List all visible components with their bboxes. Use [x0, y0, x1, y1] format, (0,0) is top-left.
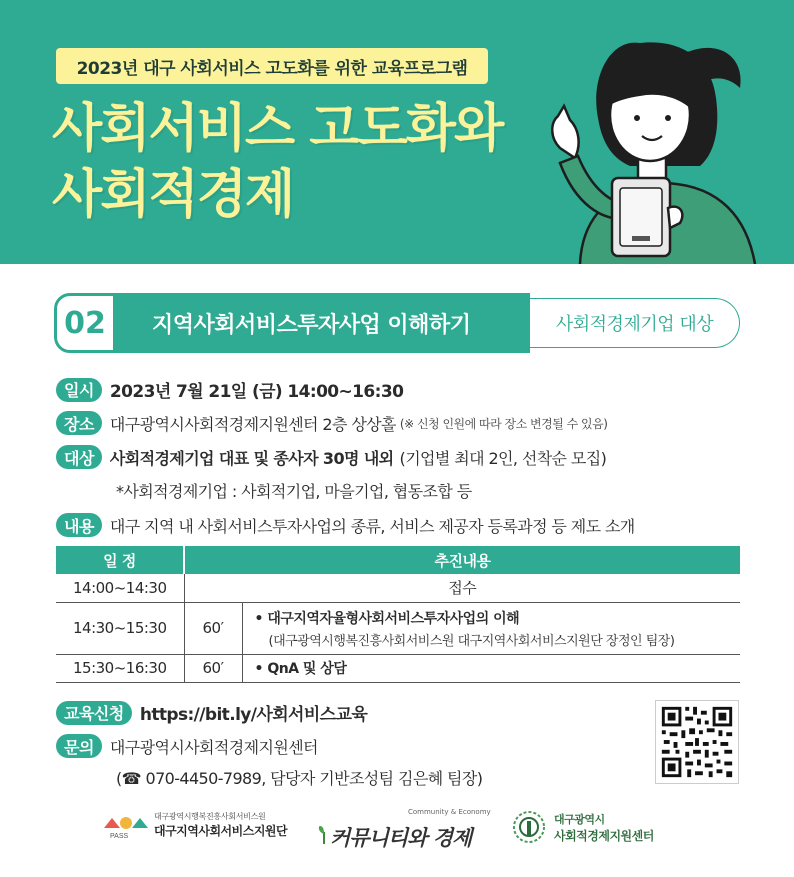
main-title — [52, 96, 502, 228]
sprout-icon — [318, 824, 330, 844]
qr-code[interactable] — [655, 700, 739, 784]
center-emblem-icon — [512, 810, 546, 844]
row-duration: 60′ — [184, 602, 242, 654]
pass-logo-main: 대구지역사회서비스지원단 — [154, 824, 288, 838]
schedule-table — [56, 546, 740, 683]
contact-phone: 070-4450-7989, 담당자 기반조성팀 김은혜 팀장) — [145, 769, 483, 788]
row-content-title: • 대구지역자율형사회서비스투자사업의 이해 — [254, 610, 520, 627]
row-duration: 60′ — [184, 654, 242, 682]
pass-text — [154, 811, 287, 839]
row-content — [242, 654, 740, 682]
footer-logos — [0, 800, 794, 870]
apply-row — [56, 700, 367, 725]
row-content-title: • QnA 및 상담 — [254, 661, 347, 677]
row-content-sub: (대구광역시행복진흥사회서비스원 대구지역사회서비스지원단 장정인 팀장) — [268, 633, 675, 649]
apply-tag: 교육신청 — [56, 701, 132, 725]
date-value: 2023년 7월 21일 (금) 14:00~16:30 — [109, 382, 404, 402]
pass-logo-small: 대구광역시행복진흥사회서비스원 — [154, 812, 266, 821]
info-place-row — [56, 411, 607, 435]
center-logo-line1: 대구광역시 — [554, 812, 605, 826]
contact-row — [56, 734, 318, 758]
pass-mark-text: PASS — [110, 833, 129, 840]
target-tag: 대상 — [56, 445, 102, 469]
hero-banner — [0, 0, 794, 264]
info-target-row — [56, 445, 606, 469]
contact-tag: 문의 — [56, 734, 102, 758]
pass-mark-icon — [102, 810, 148, 840]
row-content: 접수 — [184, 574, 740, 602]
target-value-rest: (기업별 최대 2인, 선착순 모집) — [399, 448, 607, 468]
center-logo-line2: 사회적경제지원센터 — [554, 828, 654, 843]
section-title: 지역사회서비스투자사업 이해하기 — [116, 293, 530, 353]
pass-logo — [102, 810, 287, 840]
schedule-header-content: 추진내용 — [184, 546, 740, 574]
section-number: 02 — [54, 293, 116, 353]
schedule-header-row — [56, 546, 740, 574]
contact-value: 대구광역시사회적경제지원센터 — [109, 737, 318, 757]
row-content — [242, 602, 740, 654]
place-value: 대구광역시사회적경제지원센터 2층 상상홀 — [109, 414, 396, 434]
target-value-bold: 사회적경제기업 대표 및 종사자 30명 내외 — [109, 448, 394, 468]
program-subtitle: 2023년 대구 사회서비스 고도화를 위한 교육프로그램 — [56, 48, 488, 84]
community-logo-script: 커뮤니티와 경제 — [330, 825, 472, 850]
target-sub-note: *사회적경제기업 : 사회적기업, 마을기업, 협동조합 등 — [116, 482, 472, 501]
phone-icon: (☎ — [116, 769, 141, 788]
community-logo-small: Community & Economy — [408, 808, 491, 816]
place-tag: 장소 — [56, 411, 102, 435]
content-tag: 내용 — [56, 513, 102, 537]
date-tag: 일시 — [56, 378, 102, 402]
table-row — [56, 654, 740, 682]
info-content-row — [56, 513, 635, 537]
apply-link[interactable]: https://bit.ly/사회서비스교육 — [139, 705, 368, 725]
section-header — [54, 293, 740, 353]
table-row — [56, 574, 740, 602]
table-row — [56, 602, 740, 654]
girl-with-tablet-illustration — [520, 18, 794, 264]
place-note: (※ 신청 인원에 따라 장소 변경될 수 있음) — [399, 416, 608, 431]
main-title-line1: 사회서비스 고도화와 — [52, 99, 503, 159]
row-time: 14:00~14:30 — [56, 574, 184, 602]
contact-phone-line — [116, 766, 482, 789]
section-target: 사회적경제기업 대상 — [530, 298, 740, 348]
info-date-row — [56, 377, 403, 402]
content-value: 대구 지역 내 사회서비스투자사업의 종류, 서비스 제공자 등록과정 등 제도 소개 — [109, 516, 635, 536]
schedule-header-time: 일 정 — [56, 546, 184, 574]
row-time: 15:30~16:30 — [56, 654, 184, 682]
row-time: 14:30~15:30 — [56, 602, 184, 654]
center-text — [554, 811, 654, 844]
main-title-line2: 사회적경제 — [52, 165, 294, 225]
social-economy-center-logo — [512, 810, 654, 844]
